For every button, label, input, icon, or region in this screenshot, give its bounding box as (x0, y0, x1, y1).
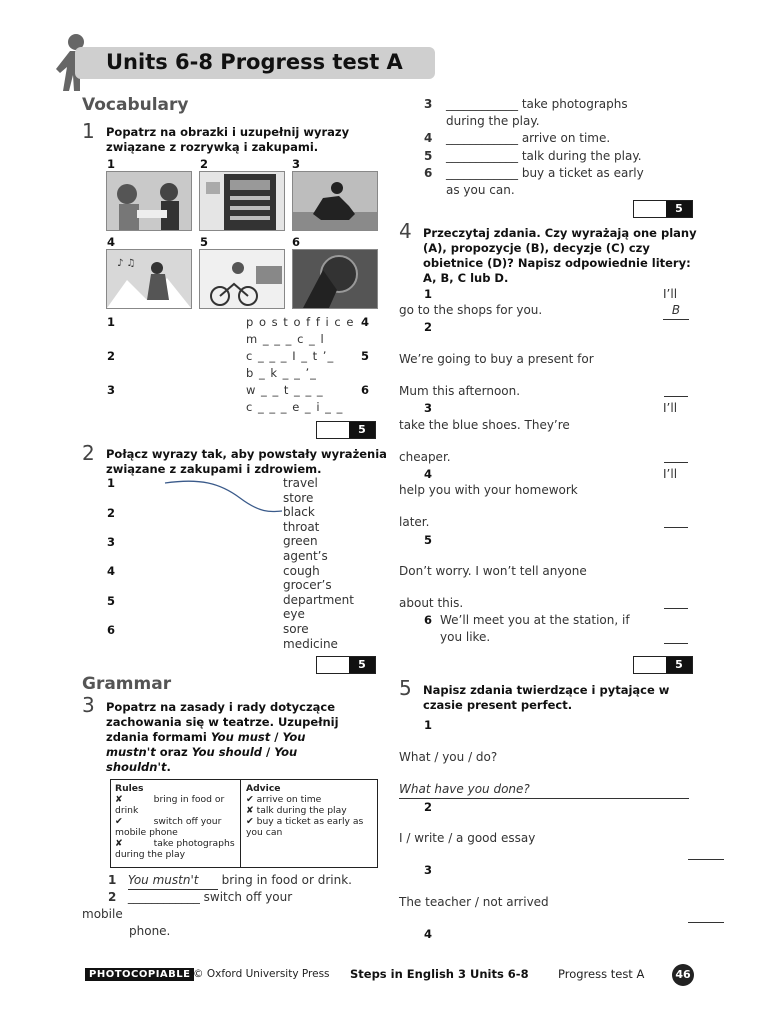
ex2-word: sore (283, 621, 309, 636)
ex4-text: take the blue shoes. They’re (399, 418, 570, 432)
ex2-score: 5 (349, 657, 375, 673)
ex3-right-items (424, 96, 644, 199)
test-name: Progress test A (558, 967, 645, 981)
rule-item: ✘ take photographs during the play (115, 838, 235, 860)
rules-heading: Rules (115, 783, 144, 794)
ex4-text: We’re going to buy a present for (399, 352, 594, 366)
ex2-num: 5 (107, 594, 116, 608)
ex4-number: 4 (399, 219, 412, 243)
picture-cartoon (292, 249, 378, 309)
ex4-num: 1 (424, 287, 433, 301)
ex4-num: 6 (424, 613, 433, 627)
ex3-instr-line: zachowania się w teatrze. Uzupełnij (106, 715, 339, 729)
ex3-instr-line: shouldn't. (106, 760, 171, 774)
ex3-item: 2 ____________ switch off your (108, 890, 293, 904)
ex5-answer-blank[interactable] (688, 922, 724, 923)
grammar-heading: Grammar (82, 674, 172, 694)
ex1-right-number: 6 (361, 383, 370, 397)
pic-label: 1 (107, 157, 116, 171)
check-icon: ✔ (246, 816, 254, 827)
answer-example: You mustn't (128, 872, 218, 890)
ex4-answer-blank[interactable] (664, 527, 688, 528)
ex4-num: 4 (424, 467, 433, 481)
photocopiable-badge: PHOTOCOPIABLE (85, 968, 194, 981)
answer-blank[interactable]: ____________ (446, 131, 518, 146)
check-icon: ✔ (115, 816, 123, 827)
advice-item: ✘ talk during the play (246, 805, 347, 816)
pic-label: 2 (200, 157, 209, 171)
ex2-score-box (316, 656, 376, 674)
ex1-word: c _ _ _ e _ i _ _ (246, 400, 344, 414)
ex1-right-number: 5 (361, 349, 370, 363)
ex1-left-number: 3 (107, 383, 116, 397)
page-number: 46 (672, 964, 694, 986)
cross-icon: ✘ (246, 805, 254, 816)
ex3-item: 4 ____________ arrive on time. (424, 131, 611, 146)
ex5-num: 3 (424, 863, 433, 877)
ex1-word: w _ _ t _ _ _ (246, 383, 324, 397)
ex2-word: travel (283, 476, 318, 490)
ex2-word: grocer’s (283, 578, 332, 593)
cross-icon: ✘ (115, 794, 123, 805)
picture-post-office (106, 171, 192, 231)
pic-label: 4 (107, 235, 116, 249)
ex4-text: you like. (440, 630, 491, 644)
ex2-word: medicine (283, 636, 338, 651)
advice-heading: Advice (246, 783, 281, 794)
ex1-word: c _ _ _ I _ t ʼ_ (246, 349, 335, 363)
ex4-score: 5 (666, 657, 692, 673)
picture-musical (106, 249, 192, 309)
rule-item: ✔ switch off your mobile phone (115, 816, 222, 838)
ex4-text: cheaper. (399, 450, 451, 464)
advice-item: ✔ arrive on time (246, 794, 322, 805)
ex3-instr-line: Popatrz na zasady i rady dotyczące (106, 700, 336, 714)
ex5-number: 5 (399, 676, 412, 700)
ex4-score-box (633, 656, 693, 674)
ex3-item: 6 ____________ buy a ticket as early (424, 165, 644, 180)
ex4-num: 3 (424, 401, 433, 415)
ex2-word: green (283, 534, 318, 549)
ex2-word: store (283, 490, 314, 505)
ex3-wrap: mobile (82, 907, 123, 921)
ex1-instruction: Popatrz na obrazki i uzupełnij wyrazy związane z rozrywką i zakupami. (106, 125, 350, 154)
ex4-text: later. (399, 515, 430, 529)
ex4-text: about this. (399, 596, 464, 610)
ex4-text: We’ll meet you at the station, if (440, 613, 630, 627)
answer-blank[interactable]: ____________ (127, 890, 200, 904)
ex4-text: Mum this afternoon. (399, 384, 521, 398)
svg-text:♪ ♫: ♪ ♫ (117, 258, 136, 269)
page-title: Units 6-8 Progress test A (106, 50, 403, 74)
book-title: Steps in English 3 Units 6-8 (350, 967, 529, 981)
ex3-score: 5 (666, 201, 692, 217)
ex4-answer-example: B (663, 302, 689, 320)
ex1-score-box (316, 421, 376, 439)
ex2-num: 1 (107, 476, 116, 490)
ex5-answer-example: What have you done? (399, 781, 689, 799)
ex3-item: as you can. (446, 183, 515, 198)
ex1-right-number: 4 (361, 315, 370, 329)
answer-blank[interactable]: ____________ (446, 97, 518, 111)
ex3-instr-line: zdania formami You must / You (106, 730, 306, 744)
ex1-word: p o s t o f f i c e (246, 315, 355, 329)
ex2-word: eye (283, 607, 305, 622)
ex4-answer-blank[interactable] (664, 643, 688, 644)
ex3-wrap: phone. (129, 924, 171, 938)
ex5-answer-blank[interactable] (688, 859, 724, 860)
ex2-number: 2 (82, 441, 95, 465)
ex4-instruction: Przeczytaj zdania. Czy wyrażają one plany (A), propozycje (B), decyzje (C) czy obietnice (D)? Napisz odpowiednie litery: A, B, C lub D. (423, 226, 697, 285)
ex2-num: 6 (107, 623, 116, 637)
ex2-word: agent’s (283, 548, 328, 563)
answer-blank[interactable]: ____________ (446, 148, 518, 163)
publisher: © Oxford University Press (193, 968, 330, 980)
ex4-num: 2 (424, 320, 433, 334)
ex2-word: department (283, 592, 354, 607)
ex4-text: I’ll (663, 467, 678, 481)
ex3-number: 3 (82, 693, 95, 717)
ex3-item: 5 ____________ talk during the play. (424, 148, 642, 163)
ex3-score-box (633, 200, 693, 218)
ex5-prompt: The teacher / not arrived (399, 895, 549, 909)
ex4-text: I’ll (663, 401, 678, 415)
ex2-num: 4 (107, 564, 116, 578)
vocabulary-heading: Vocabulary (82, 95, 189, 115)
ex5-num: 2 (424, 800, 433, 814)
pic-label: 5 (200, 235, 209, 249)
ex5-prompt: I / write / a good essay (399, 831, 536, 845)
pic-label: 6 (292, 235, 301, 249)
ex2-word: cough (283, 563, 320, 578)
ex5-instruction: Napisz zdania twierdzące i pytające w czasie present perfect. (423, 683, 670, 712)
ex5-num: 4 (424, 927, 433, 941)
rule-item: ✘ bring in food or drink (115, 794, 225, 816)
ex3-instruction (106, 700, 376, 775)
ex4-answer-blank[interactable] (664, 608, 688, 609)
picture-cinema (199, 171, 285, 231)
ex1-word: b _ k _ _ ʼ_ (246, 366, 317, 380)
ex4-text: I’ll (663, 287, 678, 301)
ex5-prompt: What / you / do? (399, 750, 498, 764)
ex4-text: go to the shops for you. (399, 303, 543, 317)
check-icon: ✔ (246, 794, 254, 805)
ex1-word: m _ _ _ c _ l (246, 332, 325, 346)
ex3-item: 1 You mustn't bring in food or drink. (108, 872, 352, 890)
ex3-item: during the play. (446, 114, 540, 129)
ex2-instruction: Połącz wyrazy tak, aby powstały wyrażenia związane z zakupami i zdrowiem. (106, 447, 387, 476)
ex4-answer-blank[interactable] (664, 396, 688, 397)
ex3-instr-line: mustn't oraz You should / You (106, 745, 298, 759)
ex4-text: Don’t worry. I won’t tell anyone (399, 564, 587, 578)
ex1-left-number: 1 (107, 315, 116, 329)
ex4-text: help you with your homework (399, 483, 578, 497)
ex2-example-line (160, 478, 285, 518)
ex1-number: 1 (82, 119, 95, 143)
picture-western (292, 171, 378, 231)
ex3-item: 3 ____________ take photographs (424, 97, 628, 111)
cross-icon: ✘ (115, 838, 123, 849)
advice-item: ✔ buy a ticket as early as you can (246, 816, 364, 838)
ex1-score: 5 (349, 422, 375, 438)
ex4-num: 5 (424, 533, 433, 547)
ex2-word: black (283, 505, 315, 520)
ex2-num: 3 (107, 535, 116, 549)
ex2-word: throat (283, 519, 320, 534)
answer-blank[interactable]: ____________ (446, 165, 518, 180)
pic-label: 3 (292, 157, 301, 171)
ex2-num: 2 (107, 506, 116, 520)
ex1-left-number: 2 (107, 349, 116, 363)
ex2-word-list (283, 476, 354, 651)
ex4-answer-blank[interactable] (664, 462, 688, 463)
ex5-num: 1 (424, 718, 433, 732)
picture-bike-shop (199, 249, 285, 309)
